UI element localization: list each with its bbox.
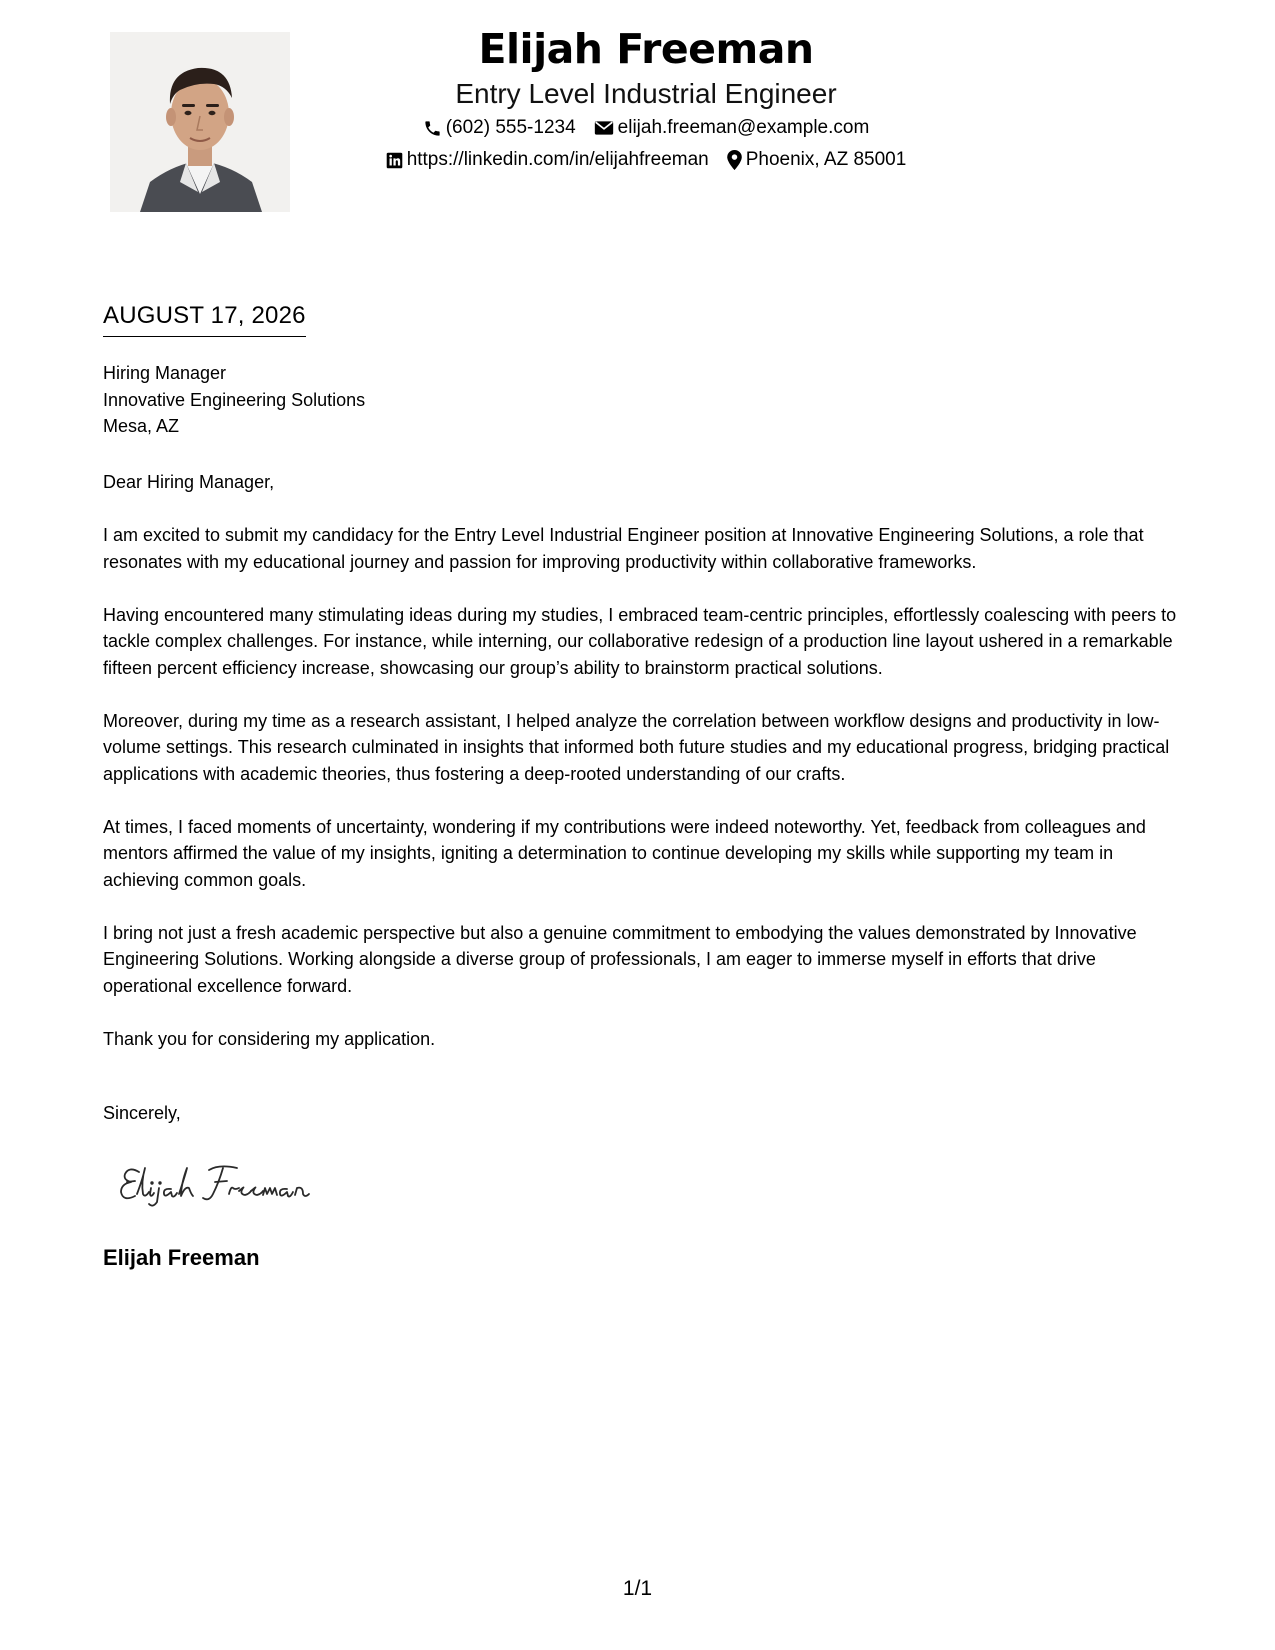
profile-photo — [110, 32, 290, 212]
email-address[interactable]: elijah.freeman@example.com — [617, 117, 870, 138]
contact-line-1 — [290, 112, 1002, 144]
signer-name: Elijah Freeman — [103, 1245, 260, 1270]
location-text: Phoenix, AZ 85001 — [745, 149, 907, 170]
body-paragraph: Having encountered many stimulating ideas during my studies, I embraced team-centric principles, effortlessly coalescing with peers to tackle complex challenges. For instance, while interning, our collaborative redesign of a production line layout ushered in a remarkable fifteen percent efficiency increase, showcasing our group’s ability to brainstorm practical solutions. — [103, 604, 1177, 678]
recipient-block — [103, 360, 365, 440]
page-number: 1/1 — [622, 1577, 653, 1600]
body-paragraph: At times, I faced moments of uncertainty, wondering if my contributions were indeed noteworthy. Yet, feedback from colleagues and mentors affirmed the value of my insights, igniting a determination to continue developing my skills while supporting my team in achieving common goals. — [103, 816, 1146, 890]
applicant-name: Elijah Freeman — [478, 25, 814, 73]
body-paragraph: I bring not just a fresh academic perspective but also a genuine commitment to embodying the values demonstrated by Innovative Engineering Solutions. Working alongside a diverse group of professionals, I am eager to immerse myself in efforts that drive operational excellence forward. — [103, 922, 1137, 996]
body-paragraph: Moreover, during my time as a research assistant, I helped analyze the correlation between workflow designs and productivity in low-volume settings. This research culminated in insights that informed both future studies and my educational progress, bridging practical applications with academic theories, thus fostering a deep-rooted understanding of our crafts. — [103, 710, 1170, 784]
recipient-line: Innovative Engineering Solutions — [103, 389, 366, 410]
email-contact[interactable] — [594, 112, 870, 144]
linkedin-icon — [386, 152, 403, 169]
contact-line-2 — [290, 144, 1002, 176]
job-title: Entry Level Industrial Engineer — [455, 78, 837, 109]
map-pin-icon — [727, 150, 742, 170]
linkedin-url[interactable]: https://linkedin.com/in/elijahfreeman — [406, 149, 709, 170]
phone-icon — [423, 119, 442, 138]
letter-date: AUGUST 17, 2026 — [103, 298, 306, 337]
recipient-line: Hiring Manager — [103, 363, 227, 383]
phone-contact — [423, 112, 576, 144]
closing: Sincerely, — [103, 1103, 181, 1123]
letter-body — [103, 469, 1178, 1079]
linkedin-contact[interactable] — [386, 144, 709, 176]
header — [290, 22, 1002, 176]
body-paragraph: I am excited to submit my candidacy for the Entry Level Industrial Engineer position at Innovative Engineering Solutions, a role that resonates with my educational journey and passion for improving productivity within collaborative frameworks. — [103, 525, 1144, 572]
envelope-icon — [594, 120, 614, 136]
recipient-line: Mesa, AZ — [103, 416, 180, 436]
handwritten-signature — [117, 1158, 352, 1210]
location-contact — [727, 144, 907, 176]
body-paragraph: Thank you for considering my application. — [103, 1028, 436, 1049]
phone-number: (602) 555-1234 — [445, 117, 576, 138]
salutation: Dear Hiring Manager, — [103, 472, 275, 492]
